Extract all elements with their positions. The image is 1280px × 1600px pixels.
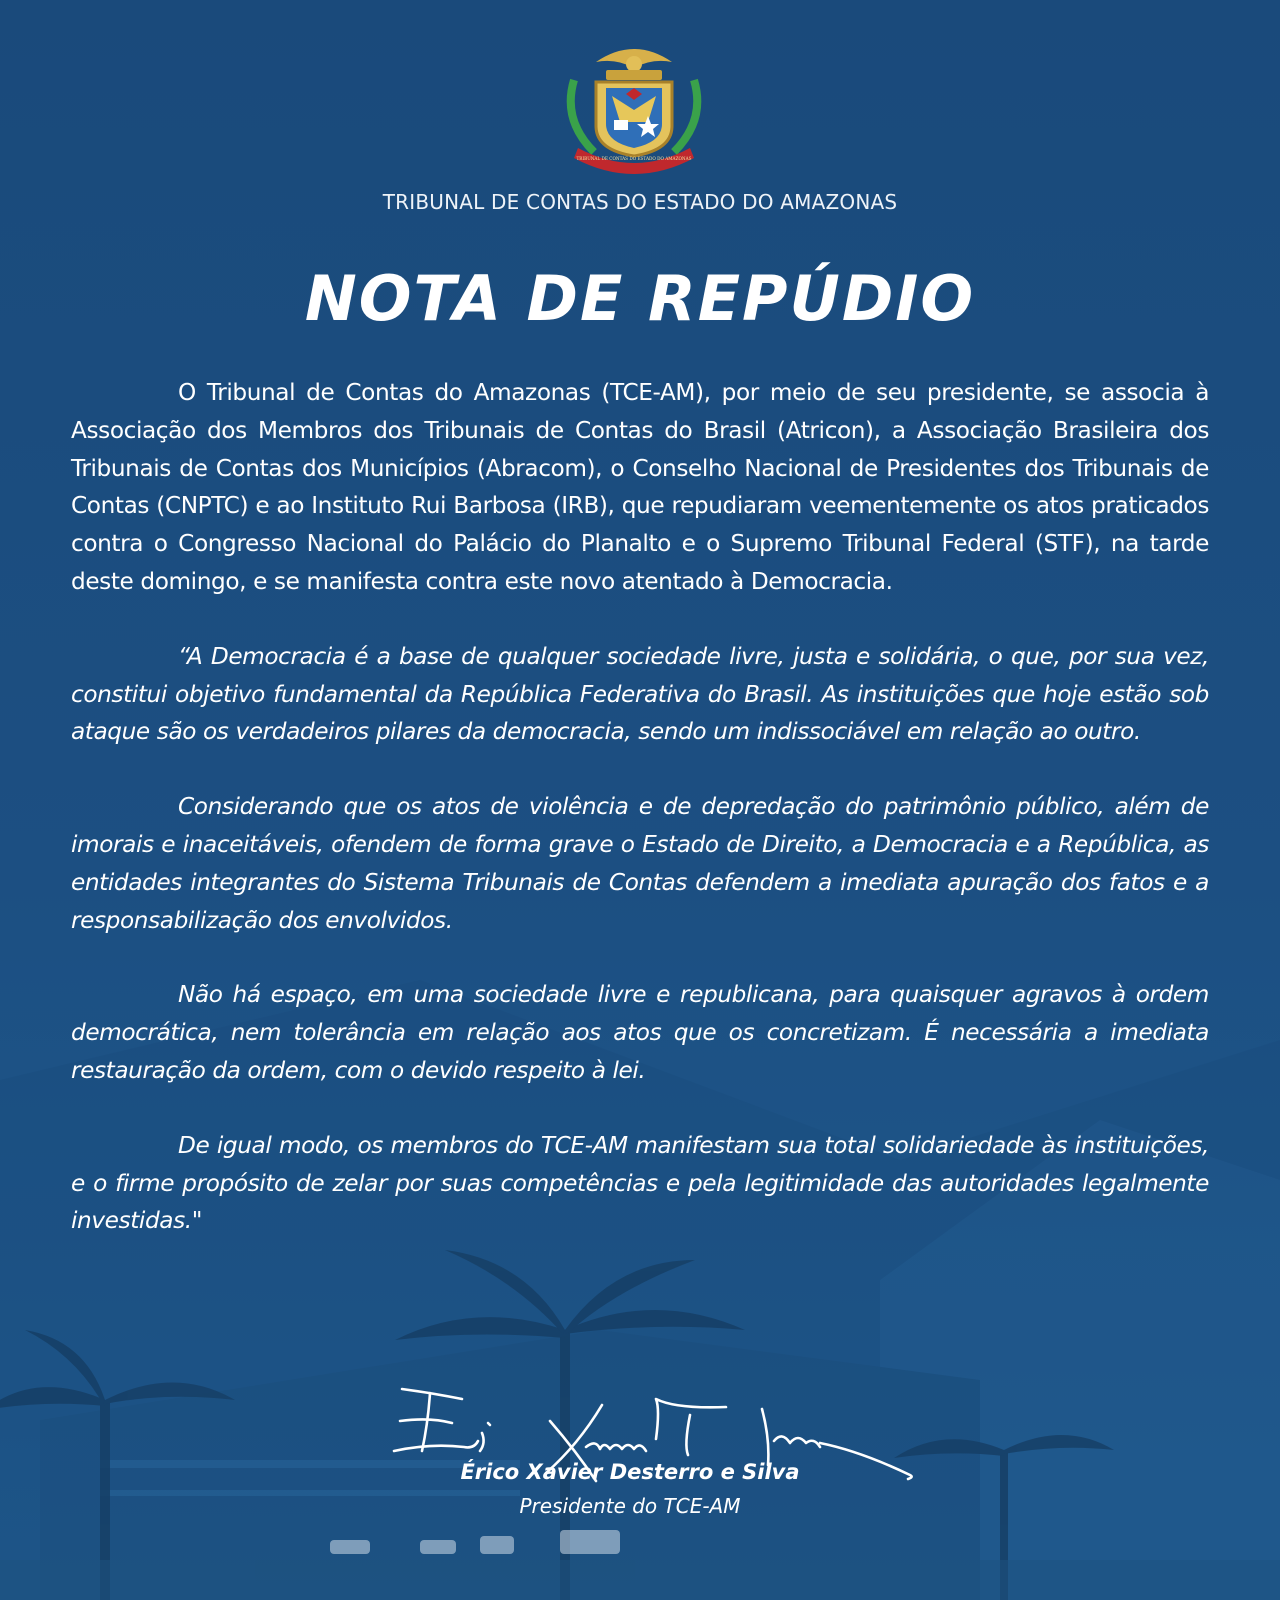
statement-body [71,374,1209,1277]
institution-name: TRIBUNAL DE CONTAS DO ESTADO DO AMAZONAS [382,190,898,214]
paragraph-quote-1: “A Democracia é a base de qualquer sociedade livre, justa e solidária, o que, por sua vez, constitui objetivo fundamental da República Federativa do Brasil. As instituições que hoje estão sob ataque são os verdadeiros pilares da democracia, sendo um indissociável em relação ao outro. [71,642,1209,746]
signatory-name: Érico Xavier Desterro e Silva [460,1460,800,1484]
paragraph-quote-4: De igual modo, os membros do TCE-AM manifestam sua total solidariedade às instituições, e o firme propósito de zelar por suas competências e pela legitimidade das autoridades legalmente investidas." [71,1131,1209,1235]
page-title: NOTA DE REPÚDIO [304,262,976,335]
paragraph-intro: O Tribunal de Contas do Amazonas (TCE-AM), por meio de seu presidente, se associa à Associação dos Membros dos Tribunais de Contas do Brasil (Atricon), a Associação Brasileira dos Tribunais de Contas dos Municípios (Abracom), o Conselho Nacional de Presidentes dos Tribunais de Contas (CNPTC) e ao Instituto Rui Barbosa (IRB), que repudiaram veementemente os atos praticados contra o Congresso Nacional do Palácio do Planalto e o Supremo Tribunal Federal (STF), na tarde deste domingo, e se manifesta contra este novo atentado à Democracia. [71,379,1209,595]
signatory-role: Presidente do TCE-AM [519,1494,741,1518]
tce-am-coat-of-arms-icon [556,30,712,180]
svg-text:TRIBUNAL DE CONTAS DO ESTADO D: TRIBUNAL DE CONTAS DO ESTADO DO AMAZONAS [576,156,692,161]
paragraph-quote-3: Não há espaço, em uma sociedade livre e republicana, para quaisquer agravos à ordem democrática, nem tolerância em relação aos atos que os concretizam. É necessária a imediata restauração da ordem, com o devido respeito à lei. [71,981,1209,1084]
paragraph-quote-2: Considerando que os atos de violência e de depredação do patrimônio público, além de imorais e inaceitáveis, ofendem de forma grave o Estado de Direito, a Democracia e a República, as entidades integrantes do Sistema Tribunais de Contas defendem a imediata apuração dos fatos e a responsabilização dos envolvidos. [71,793,1209,934]
